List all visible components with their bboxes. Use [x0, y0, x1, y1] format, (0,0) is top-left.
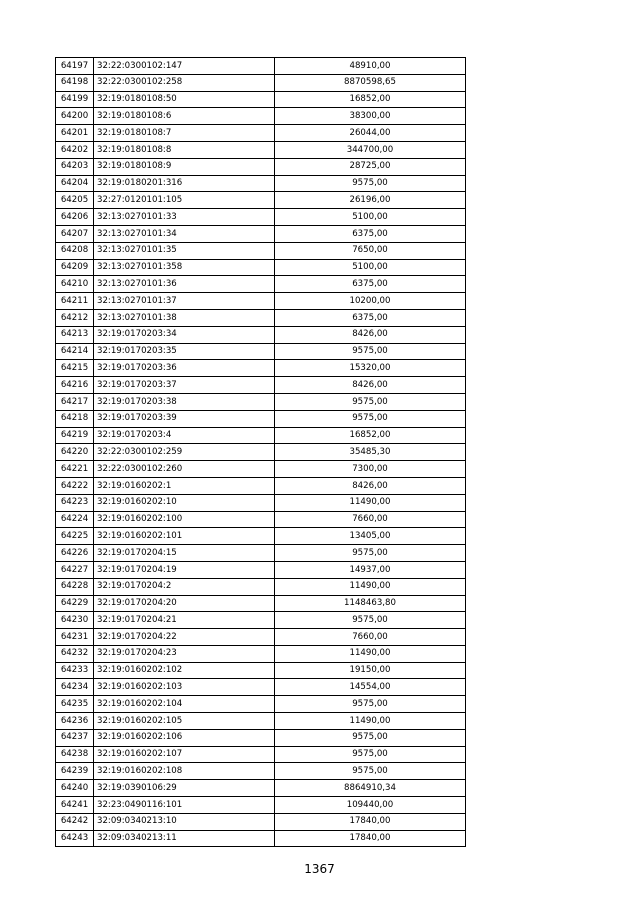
table-row — [56, 58, 466, 75]
row-number-cell: 64236 — [56, 713, 94, 730]
table-row — [56, 780, 466, 797]
cadastral-number-cell: 32:13:0270101:33 — [94, 209, 275, 226]
cadastral-number-cell: 32:19:0160202:103 — [94, 679, 275, 696]
row-number-cell: 64240 — [56, 780, 94, 797]
table-row — [56, 158, 466, 175]
value-cell: 48910,00 — [275, 58, 466, 75]
cadastral-number-cell: 32:19:0170203:34 — [94, 326, 275, 343]
cadastral-number-cell: 32:19:0170203:35 — [94, 343, 275, 360]
value-cell: 35485,30 — [275, 444, 466, 461]
table-row — [56, 494, 466, 511]
cadastral-number-cell: 32:27:0120101:105 — [94, 192, 275, 209]
cadastral-number-cell: 32:19:0170204:22 — [94, 629, 275, 646]
cadastral-number-cell: 32:19:0180108:6 — [94, 108, 275, 125]
row-number-cell: 64234 — [56, 679, 94, 696]
table-row — [56, 141, 466, 158]
table-row — [56, 830, 466, 847]
table-row — [56, 578, 466, 595]
row-number-cell: 64209 — [56, 259, 94, 276]
table-row — [56, 461, 466, 478]
value-cell: 9575,00 — [275, 729, 466, 746]
row-number-cell: 64235 — [56, 696, 94, 713]
value-cell: 109440,00 — [275, 797, 466, 814]
table-row — [56, 444, 466, 461]
value-cell: 6375,00 — [275, 276, 466, 293]
value-cell: 11490,00 — [275, 645, 466, 662]
value-cell: 9575,00 — [275, 393, 466, 410]
cadastral-number-cell: 32:19:0160202:10 — [94, 494, 275, 511]
value-cell: 14554,00 — [275, 679, 466, 696]
table-row — [56, 108, 466, 125]
table-row — [56, 662, 466, 679]
cadastral-number-cell: 32:19:0180108:9 — [94, 158, 275, 175]
table-row — [56, 645, 466, 662]
value-cell: 28725,00 — [275, 158, 466, 175]
row-number-cell: 64213 — [56, 326, 94, 343]
table-row — [56, 813, 466, 830]
cadastral-number-cell: 32:19:0170203:36 — [94, 360, 275, 377]
cadastral-number-cell: 32:13:0270101:358 — [94, 259, 275, 276]
value-cell: 9575,00 — [275, 343, 466, 360]
cadastral-number-cell: 32:22:0300102:258 — [94, 74, 275, 91]
table-row — [56, 91, 466, 108]
row-number-cell: 64233 — [56, 662, 94, 679]
row-number-cell: 64208 — [56, 242, 94, 259]
value-cell: 26196,00 — [275, 192, 466, 209]
value-cell: 5100,00 — [275, 259, 466, 276]
value-cell: 17840,00 — [275, 830, 466, 847]
row-number-cell: 64230 — [56, 612, 94, 629]
row-number-cell: 64225 — [56, 528, 94, 545]
cadastral-number-cell: 32:22:0300102:259 — [94, 444, 275, 461]
table-row — [56, 360, 466, 377]
cadastral-number-cell: 32:19:0160202:100 — [94, 511, 275, 528]
row-number-cell: 64231 — [56, 629, 94, 646]
row-number-cell: 64242 — [56, 813, 94, 830]
cadastral-number-cell: 32:19:0180108:50 — [94, 91, 275, 108]
row-number-cell: 64221 — [56, 461, 94, 478]
cadastral-number-cell: 32:19:0170203:4 — [94, 427, 275, 444]
table-row — [56, 343, 466, 360]
row-number-cell: 64198 — [56, 74, 94, 91]
row-number-cell: 64207 — [56, 225, 94, 242]
cadastral-number-cell: 32:22:0300102:260 — [94, 461, 275, 478]
row-number-cell: 64217 — [56, 393, 94, 410]
cadastral-number-cell: 32:19:0170203:39 — [94, 410, 275, 427]
value-cell: 14937,00 — [275, 561, 466, 578]
value-cell: 26044,00 — [275, 125, 466, 142]
row-number-cell: 64205 — [56, 192, 94, 209]
row-number-cell: 64229 — [56, 595, 94, 612]
cadastral-number-cell: 32:19:0160202:1 — [94, 477, 275, 494]
table-row — [56, 595, 466, 612]
row-number-cell: 64238 — [56, 746, 94, 763]
cadastral-number-cell: 32:19:0170204:15 — [94, 545, 275, 562]
cadastral-number-cell: 32:19:0160202:108 — [94, 763, 275, 780]
cadastral-number-cell: 32:09:0340213:11 — [94, 830, 275, 847]
cadastral-number-cell: 32:19:0170204:20 — [94, 595, 275, 612]
value-cell: 19150,00 — [275, 662, 466, 679]
value-cell: 9575,00 — [275, 763, 466, 780]
cadastral-number-cell: 32:19:0180108:8 — [94, 141, 275, 158]
value-cell: 11490,00 — [275, 578, 466, 595]
table-row — [56, 612, 466, 629]
cadastral-number-cell: 32:13:0270101:34 — [94, 225, 275, 242]
cadastral-number-cell: 32:13:0270101:37 — [94, 293, 275, 310]
row-number-cell: 64219 — [56, 427, 94, 444]
table-row — [56, 763, 466, 780]
cadastral-number-cell: 32:09:0340213:10 — [94, 813, 275, 830]
cadastral-number-cell: 32:19:0170204:23 — [94, 645, 275, 662]
value-cell: 7300,00 — [275, 461, 466, 478]
row-number-cell: 64210 — [56, 276, 94, 293]
row-number-cell: 64201 — [56, 125, 94, 142]
cadastral-number-cell: 32:19:0160202:102 — [94, 662, 275, 679]
table-row — [56, 326, 466, 343]
page-number: 1367 — [304, 862, 335, 876]
table-row — [56, 393, 466, 410]
value-cell: 9575,00 — [275, 545, 466, 562]
table-row — [56, 713, 466, 730]
value-cell: 8864910,34 — [275, 780, 466, 797]
row-number-cell: 64215 — [56, 360, 94, 377]
cadastral-number-cell: 32:19:0160202:101 — [94, 528, 275, 545]
cadastral-number-cell: 32:19:0180201:316 — [94, 175, 275, 192]
table-row — [56, 209, 466, 226]
row-number-cell: 64223 — [56, 494, 94, 511]
table-row — [56, 225, 466, 242]
value-cell: 7660,00 — [275, 629, 466, 646]
cadastral-number-cell: 32:19:0160202:104 — [94, 696, 275, 713]
row-number-cell: 64212 — [56, 309, 94, 326]
cadastral-number-cell: 32:19:0180108:7 — [94, 125, 275, 142]
table-row — [56, 561, 466, 578]
table-row — [56, 528, 466, 545]
value-cell: 1148463,80 — [275, 595, 466, 612]
value-cell: 8426,00 — [275, 377, 466, 394]
table-row — [56, 309, 466, 326]
cadastral-number-cell: 32:19:0390106:29 — [94, 780, 275, 797]
row-number-cell: 64202 — [56, 141, 94, 158]
table-row — [56, 477, 466, 494]
cadastral-number-cell: 32:19:0170204:2 — [94, 578, 275, 595]
row-number-cell: 64228 — [56, 578, 94, 595]
table-row — [56, 729, 466, 746]
table-row — [56, 545, 466, 562]
row-number-cell: 64222 — [56, 477, 94, 494]
value-cell: 6375,00 — [275, 309, 466, 326]
table-row — [56, 192, 466, 209]
cadastral-number-cell: 32:19:0170203:37 — [94, 377, 275, 394]
table-row — [56, 74, 466, 91]
table-row — [56, 293, 466, 310]
row-number-cell: 64216 — [56, 377, 94, 394]
cadastral-number-cell: 32:19:0160202:107 — [94, 746, 275, 763]
cadastral-number-cell: 32:19:0170204:19 — [94, 561, 275, 578]
table-row — [56, 377, 466, 394]
row-number-cell: 64203 — [56, 158, 94, 175]
row-number-cell: 64226 — [56, 545, 94, 562]
cadastral-number-cell: 32:13:0270101:36 — [94, 276, 275, 293]
table-row — [56, 629, 466, 646]
value-cell: 38300,00 — [275, 108, 466, 125]
value-cell: 6375,00 — [275, 225, 466, 242]
registry-table — [55, 57, 466, 847]
table-row — [56, 511, 466, 528]
cadastral-number-cell: 32:23:0490116:101 — [94, 797, 275, 814]
value-cell: 8426,00 — [275, 326, 466, 343]
table-row — [56, 679, 466, 696]
row-number-cell: 64243 — [56, 830, 94, 847]
row-number-cell: 64241 — [56, 797, 94, 814]
row-number-cell: 64232 — [56, 645, 94, 662]
table-row — [56, 696, 466, 713]
value-cell: 9575,00 — [275, 410, 466, 427]
cadastral-number-cell: 32:19:0160202:105 — [94, 713, 275, 730]
cadastral-number-cell: 32:13:0270101:35 — [94, 242, 275, 259]
table-row — [56, 242, 466, 259]
value-cell: 11490,00 — [275, 713, 466, 730]
table-row — [56, 797, 466, 814]
cadastral-number-cell: 32:19:0160202:106 — [94, 729, 275, 746]
row-number-cell: 64206 — [56, 209, 94, 226]
table-body — [56, 58, 466, 847]
value-cell: 17840,00 — [275, 813, 466, 830]
value-cell: 344700,00 — [275, 141, 466, 158]
row-number-cell: 64218 — [56, 410, 94, 427]
row-number-cell: 64197 — [56, 58, 94, 75]
row-number-cell: 64237 — [56, 729, 94, 746]
row-number-cell: 64214 — [56, 343, 94, 360]
row-number-cell: 64204 — [56, 175, 94, 192]
value-cell: 9575,00 — [275, 746, 466, 763]
value-cell: 10200,00 — [275, 293, 466, 310]
value-cell: 5100,00 — [275, 209, 466, 226]
row-number-cell: 64227 — [56, 561, 94, 578]
value-cell: 8870598,65 — [275, 74, 466, 91]
value-cell: 16852,00 — [275, 91, 466, 108]
table-row — [56, 259, 466, 276]
row-number-cell: 64200 — [56, 108, 94, 125]
value-cell: 11490,00 — [275, 494, 466, 511]
table-row — [56, 276, 466, 293]
value-cell: 9575,00 — [275, 696, 466, 713]
cadastral-number-cell: 32:19:0170203:38 — [94, 393, 275, 410]
value-cell: 9575,00 — [275, 175, 466, 192]
value-cell: 16852,00 — [275, 427, 466, 444]
cadastral-number-cell: 32:19:0170204:21 — [94, 612, 275, 629]
table-row — [56, 427, 466, 444]
cadastral-number-cell: 32:13:0270101:38 — [94, 309, 275, 326]
row-number-cell: 64211 — [56, 293, 94, 310]
row-number-cell: 64220 — [56, 444, 94, 461]
row-number-cell: 64199 — [56, 91, 94, 108]
row-number-cell: 64224 — [56, 511, 94, 528]
value-cell: 9575,00 — [275, 612, 466, 629]
table-row — [56, 746, 466, 763]
value-cell: 13405,00 — [275, 528, 466, 545]
value-cell: 8426,00 — [275, 477, 466, 494]
table-row — [56, 125, 466, 142]
row-number-cell: 64239 — [56, 763, 94, 780]
value-cell: 15320,00 — [275, 360, 466, 377]
value-cell: 7650,00 — [275, 242, 466, 259]
table-row — [56, 175, 466, 192]
value-cell: 7660,00 — [275, 511, 466, 528]
cadastral-number-cell: 32:22:0300102:147 — [94, 58, 275, 75]
table-row — [56, 410, 466, 427]
